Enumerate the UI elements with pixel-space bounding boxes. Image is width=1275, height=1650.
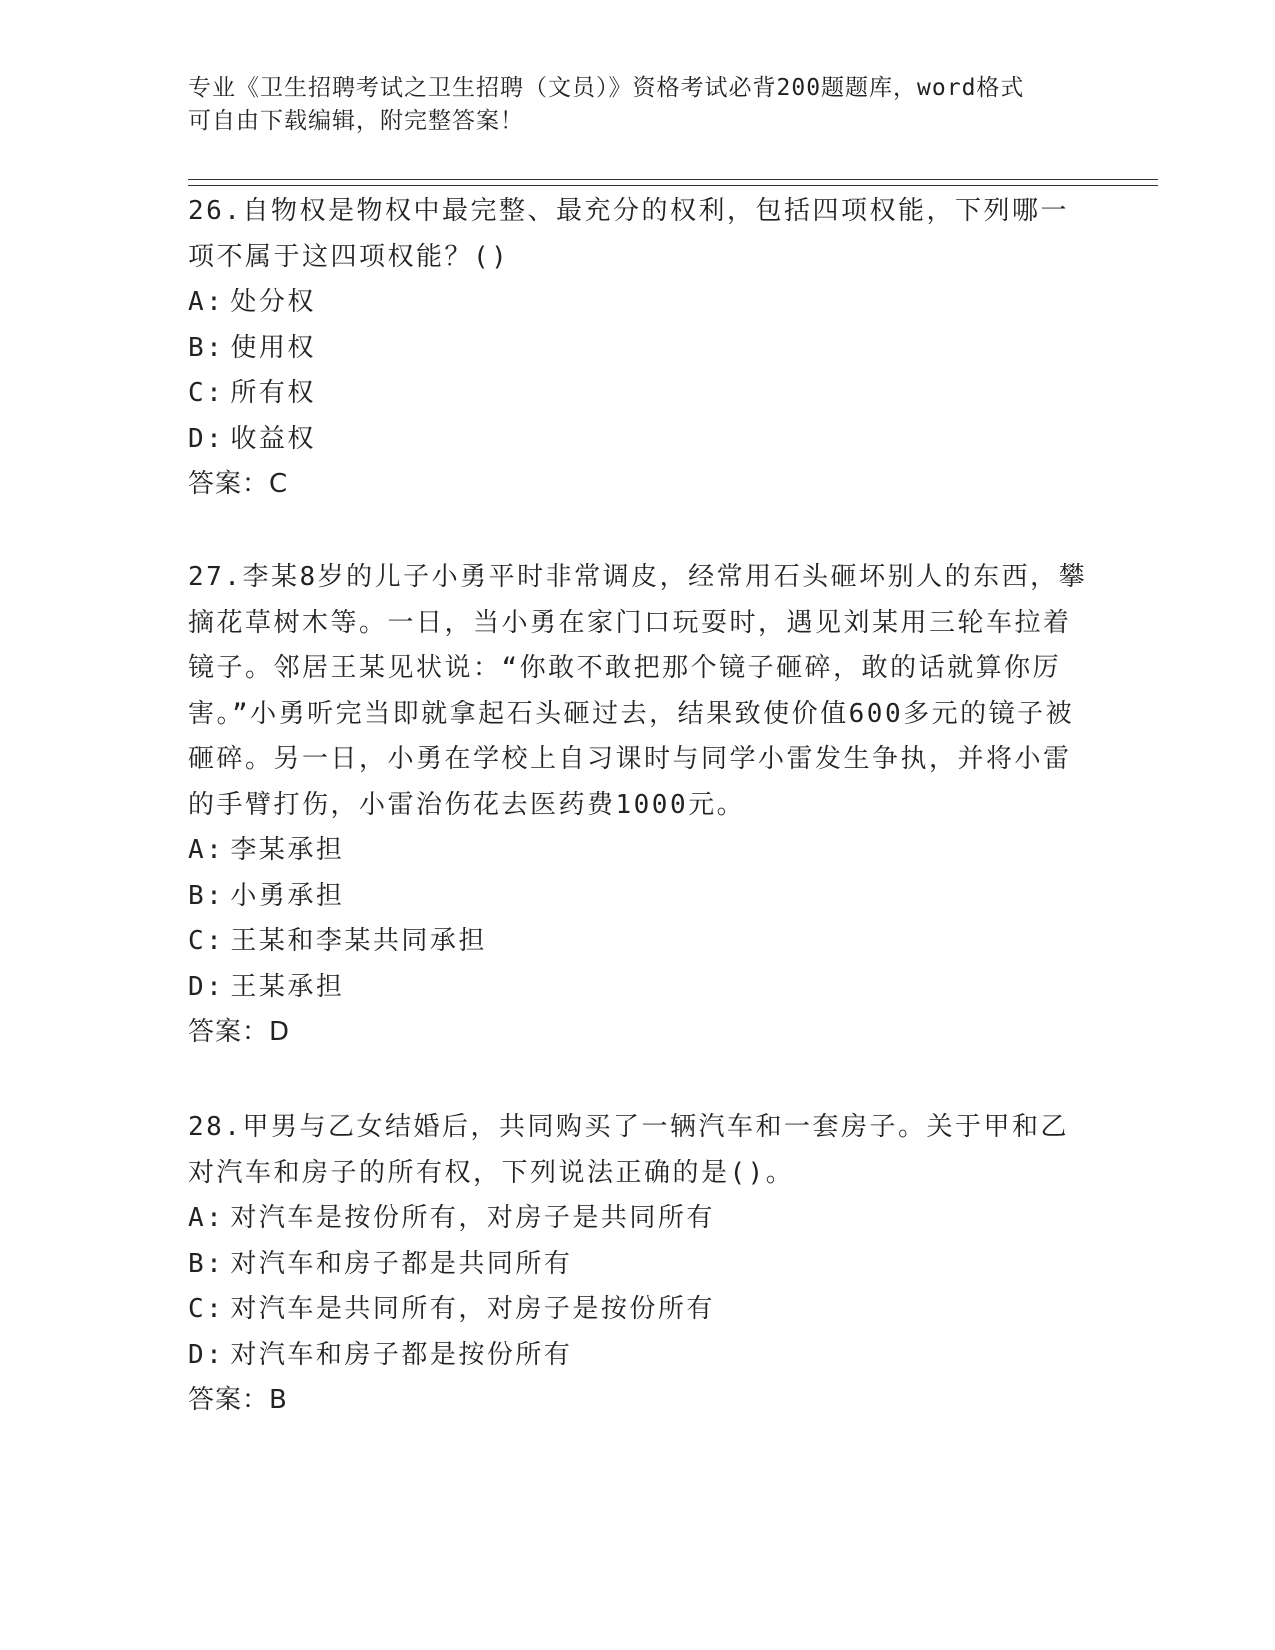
- option-c: [188, 919, 1088, 965]
- header-divider-bottom: [188, 185, 1158, 186]
- option-d: [188, 417, 1088, 463]
- option-d: [188, 1333, 1088, 1379]
- option-a: [188, 828, 1088, 874]
- question-26: [188, 189, 1088, 508]
- question-stem: 26.自物权是物权中最完整、最充分的权利，包括四项权能，下列哪一项不属于这四项权能？(): [188, 196, 1069, 272]
- answer-line: 答案：D: [188, 1017, 291, 1047]
- option-text: 处分权: [230, 287, 316, 317]
- option-key: B:: [188, 332, 225, 363]
- question-stem: 28.甲男与乙女结婚后，共同购买了一辆汽车和一套房子。关于甲和乙对汽车和房子的所有权，下列说法正确的是()。: [188, 1112, 1069, 1188]
- option-text: 使用权: [230, 332, 316, 363]
- option-key: D:: [188, 971, 225, 1002]
- option-a: [188, 280, 1088, 326]
- header-line-2: 可自由下载编辑，附完整答案！: [188, 108, 524, 134]
- option-text: 王某和李某共同承担: [230, 926, 487, 956]
- option-key: A:: [188, 287, 225, 317]
- option-text: 王某承担: [230, 971, 345, 1002]
- header-line-1: 专业《卫生招聘考试之卫生招聘（文员）》资格考试必背200题题库，word格式: [188, 75, 1025, 101]
- answer-line: 答案：B: [188, 1385, 288, 1415]
- option-b: [188, 874, 1088, 920]
- question-stem: 27.李某8岁的儿子小勇平时非常调皮，经常用石头砸坏别人的东西，攀摘花草树木等。一日，当小勇在家门口玩耍时，遇见刘某用三轮车拉着镜子。邻居王某见状说：“你敢不敢把那个镜子砸碎，敢的话就算你厉害。”小勇听完当即就拿起石头砸过去，结果致使价值600多元的镜子被砸碎。另一日，小勇在学校上自习课时与同学小雷发生争执，并将小雷的手臂打伤，小雷治伤花去医药费1000元。: [188, 562, 1088, 820]
- option-key: C:: [188, 926, 225, 956]
- option-text: 对汽车是共同所有，对房子是按份所有: [230, 1294, 715, 1324]
- option-text: 对汽车和房子都是共同所有: [230, 1248, 573, 1279]
- option-key: A:: [188, 1203, 225, 1233]
- option-text: 收益权: [230, 423, 316, 454]
- answer-line: 答案：C: [188, 469, 289, 499]
- option-c: [188, 371, 1088, 417]
- option-key: D:: [188, 423, 225, 454]
- option-key: B:: [188, 880, 225, 911]
- option-text: 李某承担: [230, 835, 345, 865]
- option-b: [188, 1242, 1088, 1288]
- option-key: C:: [188, 1294, 225, 1324]
- option-b: [188, 326, 1088, 372]
- option-text: 对汽车和房子都是按份所有: [230, 1339, 573, 1370]
- option-text: 所有权: [230, 378, 316, 408]
- option-c: [188, 1287, 1088, 1333]
- option-key: D:: [188, 1339, 225, 1370]
- document-header: [188, 72, 1088, 138]
- option-a: [188, 1196, 1088, 1242]
- option-text: 小勇承担: [230, 880, 345, 911]
- question-27: [188, 555, 1088, 1056]
- option-d: [188, 965, 1088, 1011]
- header-divider-top: [188, 179, 1158, 180]
- option-text: 对汽车是按份所有，对房子是共同所有: [230, 1203, 715, 1233]
- question-28: [188, 1105, 1088, 1424]
- option-key: B:: [188, 1248, 225, 1279]
- option-key: C:: [188, 378, 225, 408]
- option-key: A:: [188, 835, 225, 865]
